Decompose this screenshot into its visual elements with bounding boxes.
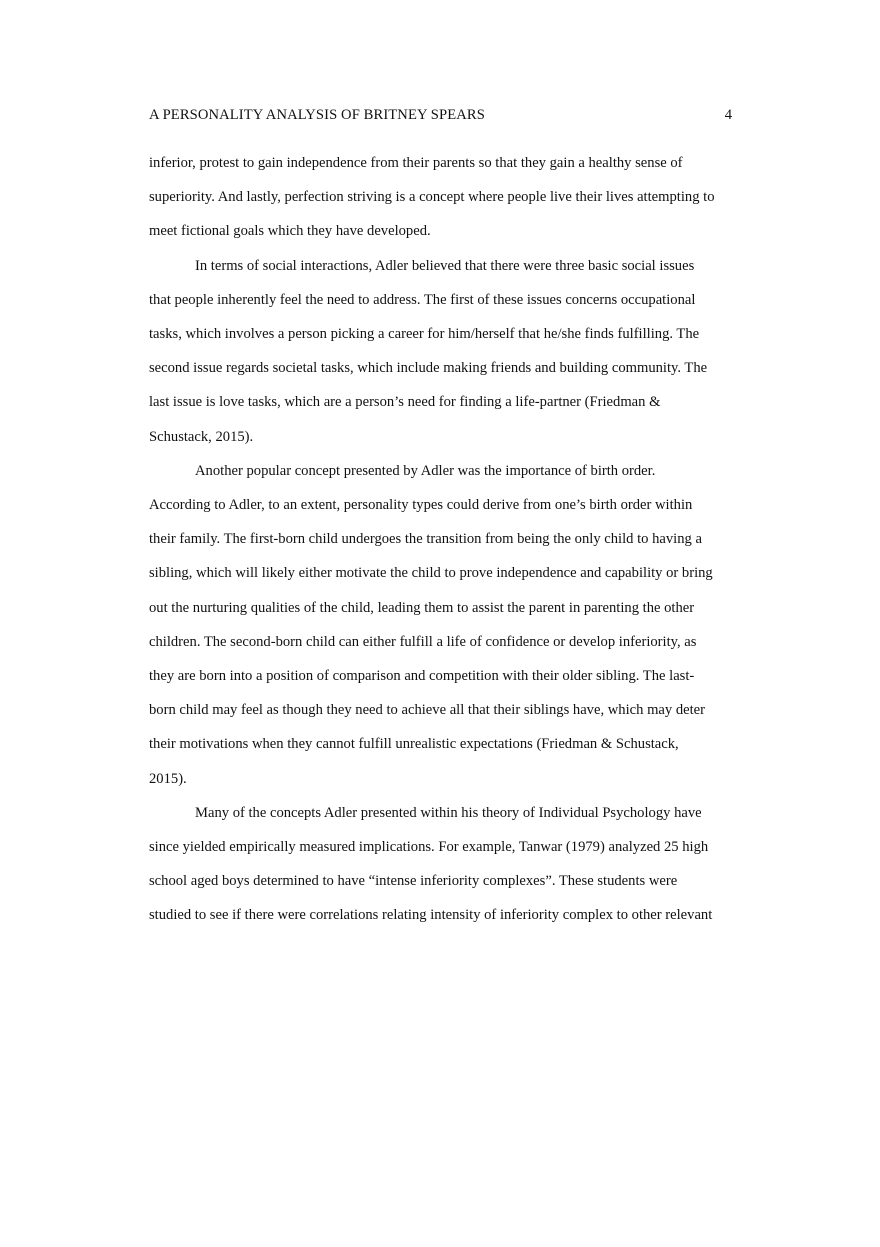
text-line: sibling, which will likely either motivate the child to prove independence and capability or bring [149,565,713,582]
text-line: born child may feel as though they need to achieve all that their siblings have, which may deter [149,702,706,719]
text-line: Schustack, 2015). [149,428,254,445]
paragraph-first-line: Many of the concepts Adler presented within his theory of Individual Psychology have [195,804,702,821]
text-line: children. The second-born child can either fulfill a life of confidence or develop inferiority, as [149,633,697,650]
text-line: second issue regards societal tasks, which include making friends and building community. The [149,360,708,377]
text-line: since yielded empirically measured implications. For example, Tanwar (1979) analyzed 25 high [149,839,709,856]
page-number: 4 [724,107,732,123]
running-head-title: A PERSONALITY ANALYSIS OF BRITNEY SPEARS [149,107,485,123]
text-line: that people inherently feel the need to address. The first of these issues concerns occupational [149,291,696,308]
text-line: superiority. And lastly, perfection striving is a concept where people live their lives attempting to [149,189,715,206]
text-line: According to Adler, to an extent, personality types could derive from one’s birth order within [149,497,693,514]
body-text [149,146,749,933]
text-line: 2015). [149,770,187,787]
paragraph-first-line: In terms of social interactions, Adler believed that there were three basic social issues [195,257,695,274]
text-line: their motivations when they cannot fulfill unrealistic expectations (Friedman & Schustack, [149,736,679,753]
text-line: school aged boys determined to have “intense inferiority complexes”. These students were [149,873,678,890]
text-line: inferior, protest to gain independence from their parents so that they gain a healthy sense of [149,155,683,171]
text-line: they are born into a position of comparison and competition with their older sibling. The last- [149,668,695,685]
text-line: meet fictional goals which they have developed. [149,223,431,240]
text-line: studied to see if there were correlations relating intensity of inferiority complex to other relevant [149,907,713,924]
running-head [149,103,732,127]
paragraph-first-line: Another popular concept presented by Adler was the importance of birth order. [195,462,656,479]
text-line: tasks, which involves a person picking a career for him/herself that he/she finds fulfilling. The [149,326,700,343]
text-line: out the nurturing qualities of the child, leading them to assist the parent in parenting the other [149,599,695,616]
text-line: last issue is love tasks, which are a person’s need for finding a life-partner (Friedman & [149,394,661,411]
text-line: their family. The first-born child undergoes the transition from being the only child to having a [149,531,702,548]
